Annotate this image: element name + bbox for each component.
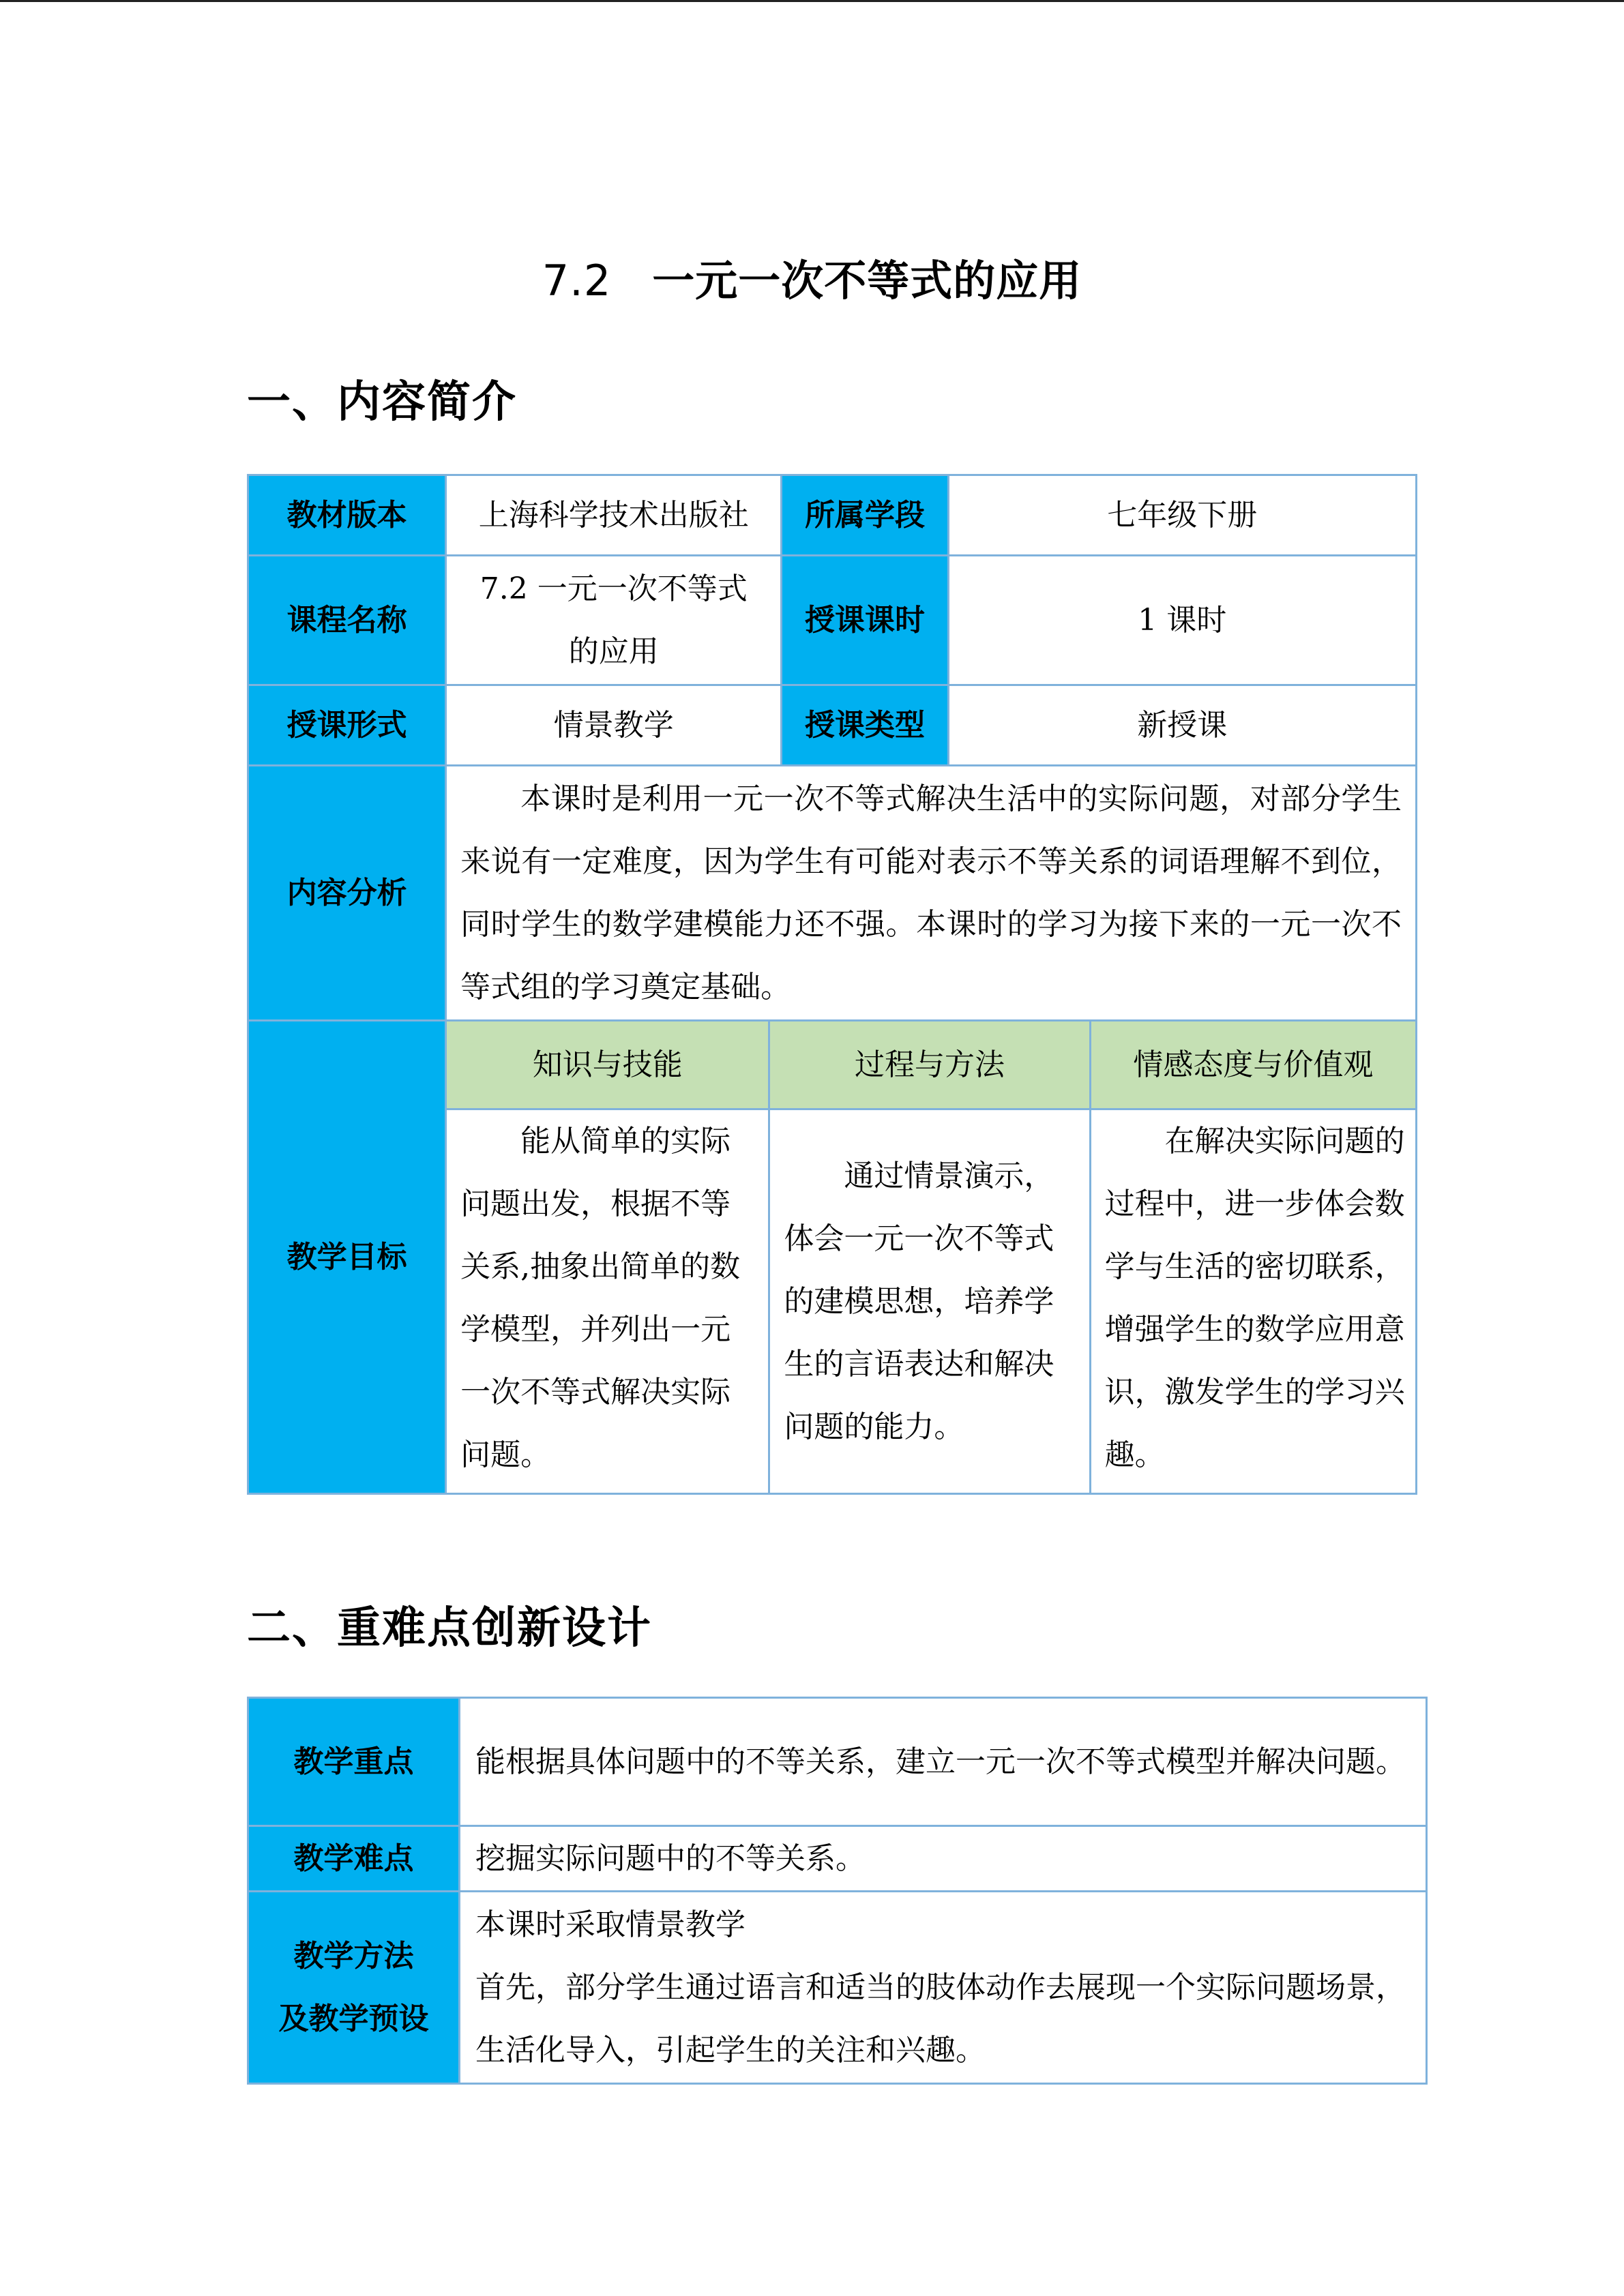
method-text-line1: 本课时采取情景教学 bbox=[475, 1907, 745, 1942]
hours-label: 授课课时 bbox=[782, 556, 948, 685]
goal-header-knowledge: 知识与技能 bbox=[446, 1021, 769, 1109]
type-value: 新授课 bbox=[948, 685, 1416, 766]
grade-value: 七年级下册 bbox=[948, 475, 1416, 556]
title-number: 7.2 bbox=[542, 256, 612, 305]
difficulty-text: 挖掘实际问题中的不等关系。 bbox=[460, 1826, 1427, 1892]
analysis-text bbox=[446, 766, 1417, 1021]
form-label: 授课形式 bbox=[248, 685, 446, 766]
course-value-line2: 的应用 bbox=[568, 633, 659, 669]
section-heading-intro: 一、内容简介 bbox=[247, 377, 517, 428]
method-label-line1: 教学方法 bbox=[293, 1938, 414, 1973]
difficulty-label: 教学难点 bbox=[248, 1826, 460, 1892]
keypoints-table bbox=[247, 1697, 1428, 2085]
course-value-line1: 7.2 一元一次不等式 bbox=[479, 571, 748, 606]
goals-label: 教学目标 bbox=[248, 1021, 446, 1494]
form-value: 情景教学 bbox=[446, 685, 782, 766]
goal-text-process bbox=[769, 1109, 1090, 1494]
goal-header-process: 过程与方法 bbox=[769, 1021, 1090, 1109]
method-text bbox=[460, 1892, 1427, 2084]
method-label-line2: 及教学预设 bbox=[278, 2001, 429, 2036]
document-title bbox=[0, 247, 1624, 308]
grade-label: 所属学段 bbox=[782, 475, 948, 556]
method-label bbox=[248, 1892, 460, 2084]
type-label: 授课类型 bbox=[782, 685, 948, 766]
edition-label: 教材版本 bbox=[248, 475, 446, 556]
goal-text-knowledge bbox=[446, 1109, 769, 1494]
analysis-paragraph: 本课时是利用一元一次不等式解决生活中的实际问题，对部分学生来说有一定难度，因为学生有可能对表示不等关系的词语理解不到位，同时学生的数学建模能力还不强。本课时的学习为接下来的一元一次不等式组的学习奠定基础。 bbox=[460, 781, 1402, 1004]
course-value bbox=[446, 556, 782, 685]
goal-knowledge-paragraph: 能从简单的实际问题出发，根据不等关系,抽象出简单的数学模型，并列出一元一次不等式解决实际问题。 bbox=[460, 1124, 741, 1472]
focus-label: 教学重点 bbox=[248, 1698, 460, 1826]
goal-attitude-paragraph: 在解决实际问题的过程中，进一步体会数学与生活的密切联系，增强学生的数学应用意识，激发学生的学习兴趣。 bbox=[1104, 1124, 1405, 1472]
goal-process-paragraph: 通过情景演示，体会一元一次不等式的建模思想，培养学生的言语表达和解决问题的能力。 bbox=[784, 1158, 1054, 1444]
focus-text: 能根据具体问题中的不等关系，建立一元一次不等式模型并解决问题。 bbox=[460, 1698, 1427, 1826]
content-intro-table bbox=[247, 474, 1417, 1495]
analysis-label: 内容分析 bbox=[248, 766, 446, 1021]
method-text-line2: 首先，部分学生通过语言和适当的肢体动作去展现一个实际问题场景，生活化导入，引起学生的关注和兴趣。 bbox=[475, 1969, 1406, 2068]
title-text: 一元一次不等式的应用 bbox=[652, 256, 1082, 305]
goal-header-attitude: 情感态度与价值观 bbox=[1090, 1021, 1416, 1109]
edition-value: 上海科学技术出版社 bbox=[446, 475, 782, 556]
top-border-line bbox=[0, 0, 1624, 2]
section-heading-keypoints: 二、重难点创新设计 bbox=[247, 1603, 652, 1654]
hours-value: 1 课时 bbox=[948, 556, 1416, 685]
goal-text-attitude bbox=[1090, 1109, 1416, 1494]
course-label: 课程名称 bbox=[248, 556, 446, 685]
